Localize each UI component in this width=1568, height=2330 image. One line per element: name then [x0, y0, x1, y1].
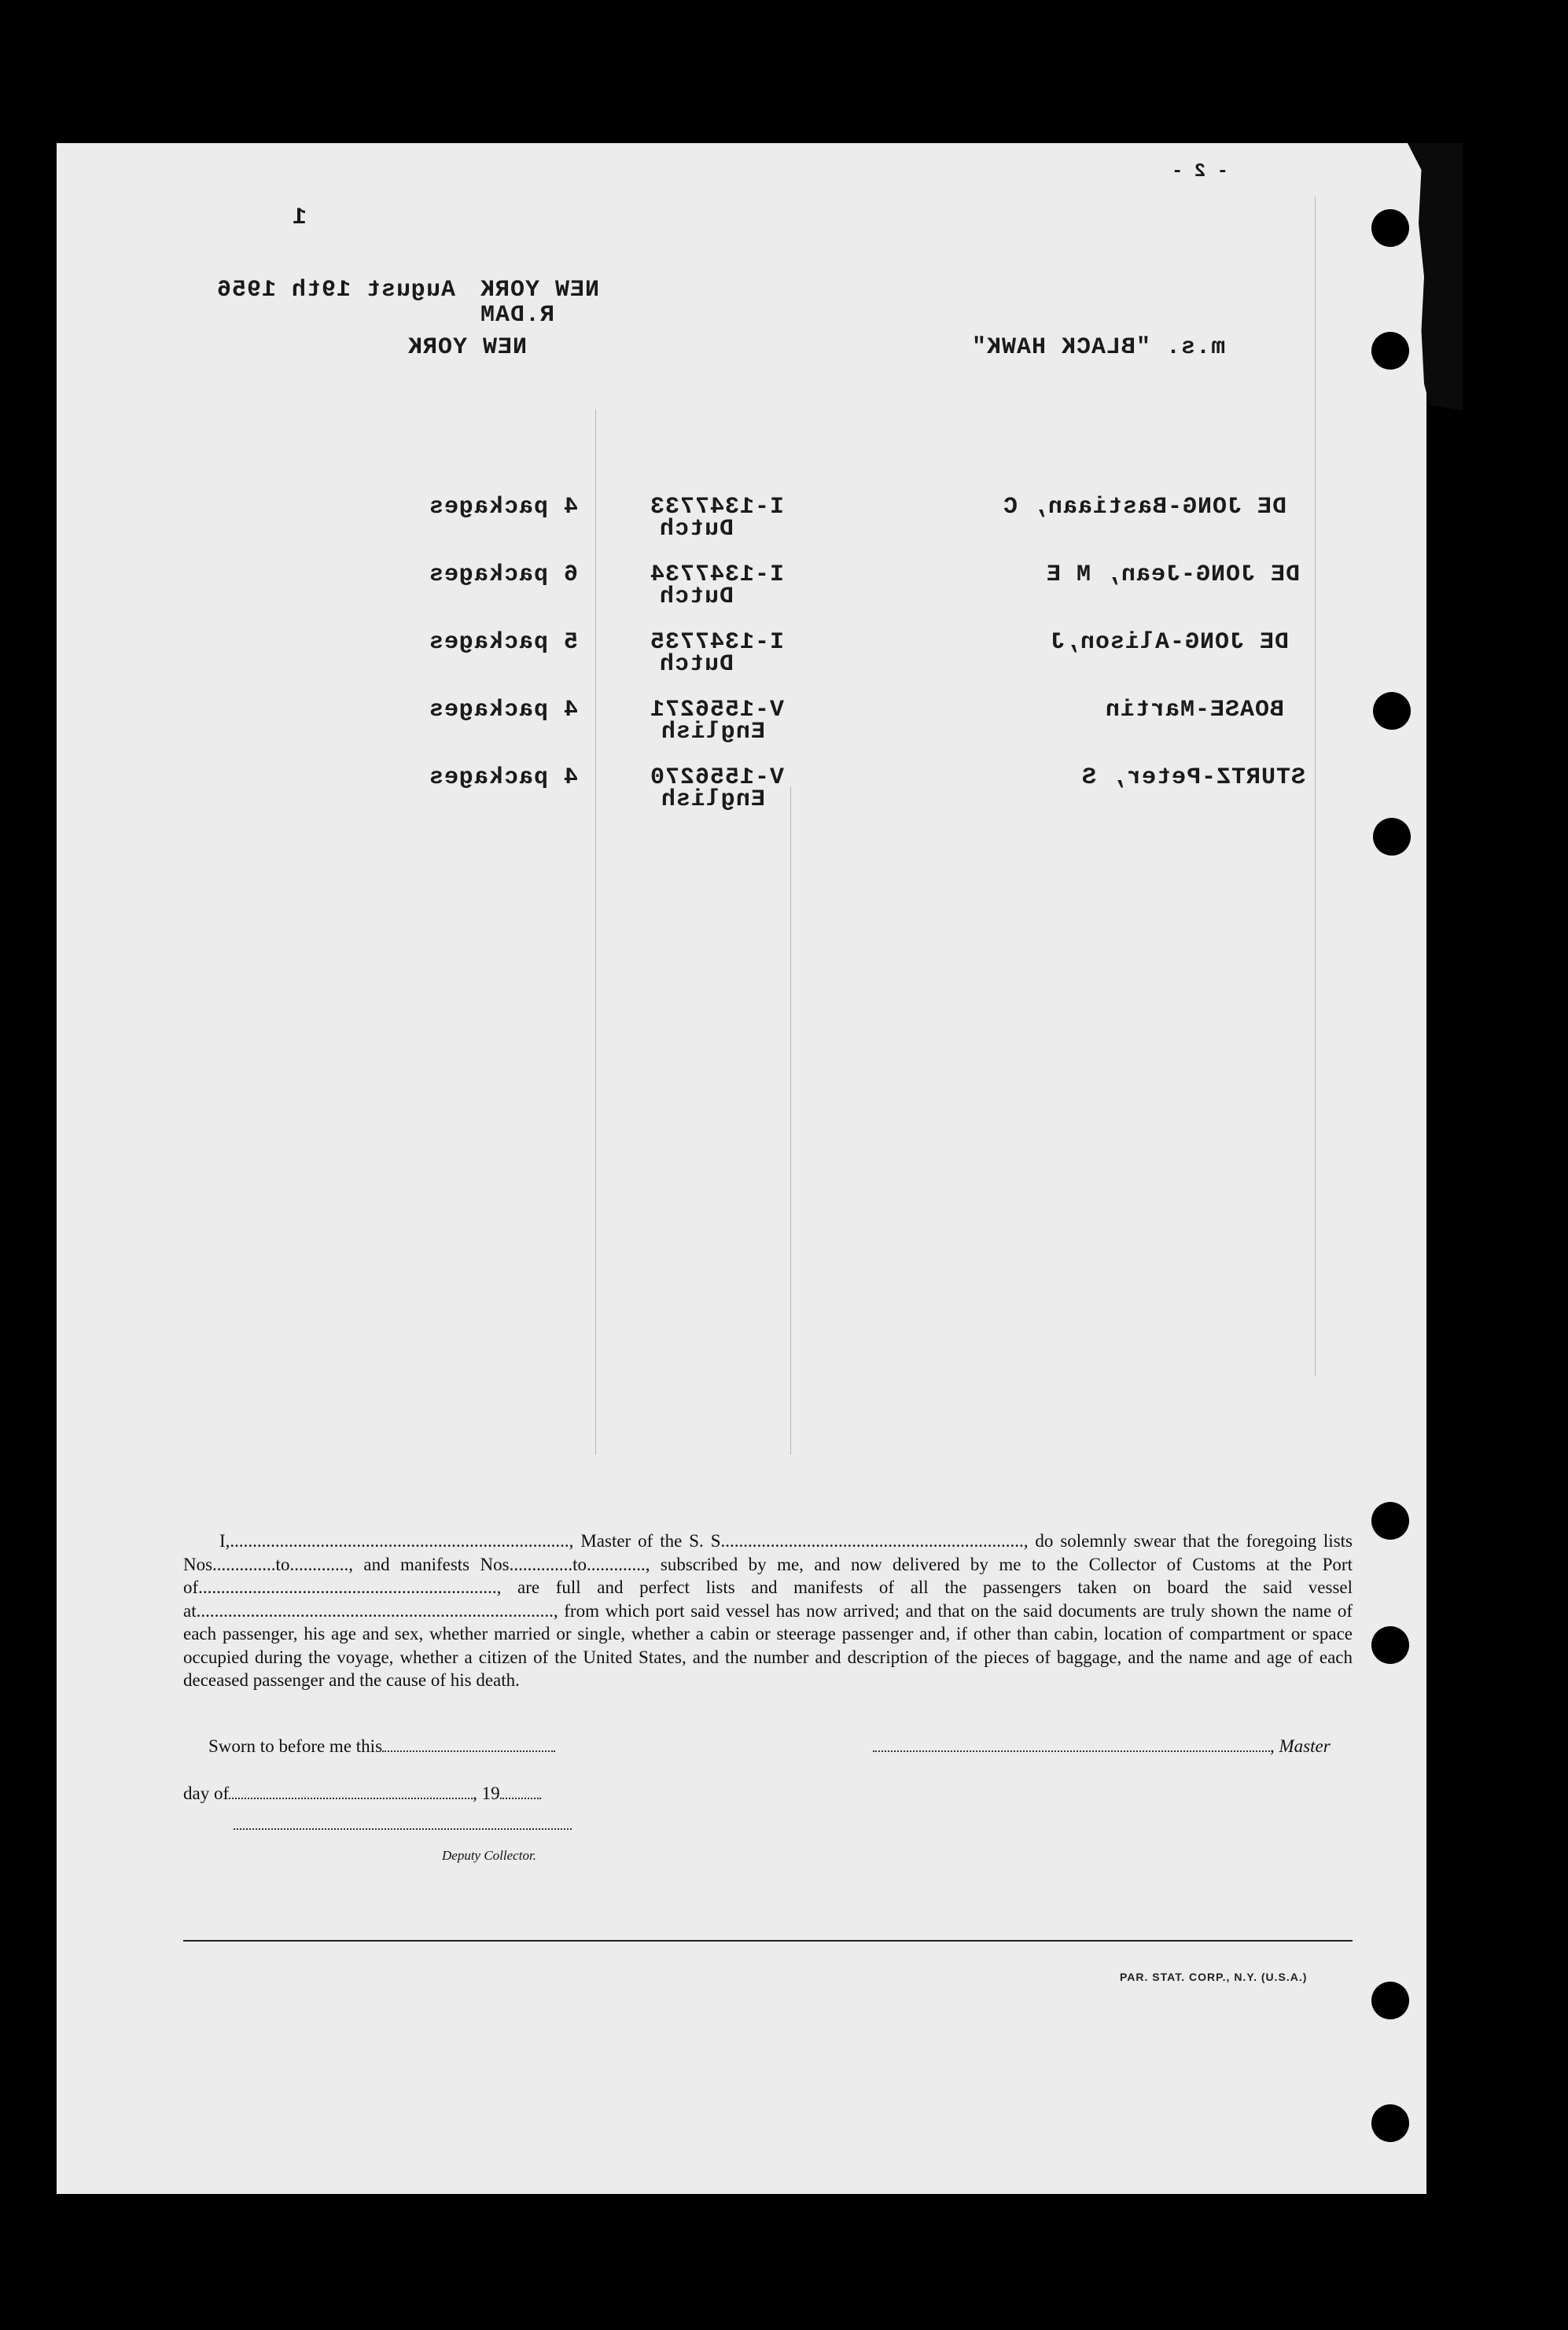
- master-label: , Master: [1270, 1736, 1331, 1756]
- oath-paragraph: [183, 1529, 1353, 1692]
- sworn-label: [208, 1736, 555, 1757]
- passenger-baggage: 4 packages: [429, 697, 579, 723]
- passenger-name: STURTZ-Peter, S: [1081, 764, 1306, 791]
- footer-rule: [183, 1940, 1353, 1942]
- passenger-nationality: English: [661, 719, 766, 745]
- passenger-name: DE JONG-Bastiaan, C: [1003, 494, 1287, 521]
- passenger-name: DE JONG-Alison,J: [1050, 629, 1290, 656]
- passenger-nationality: English: [661, 786, 766, 813]
- header-date: August 19th 1956: [216, 277, 456, 304]
- deputy-label: Deputy Collector.: [442, 1848, 536, 1863]
- day-blank[interactable]: [229, 1798, 473, 1799]
- binder-hole: [1373, 692, 1411, 730]
- passenger-name: DE JONG-Jean, M E: [1046, 561, 1301, 588]
- header-departure-port: R.DAM: [480, 302, 555, 329]
- passenger-name: BOASE-Martin: [1105, 697, 1285, 723]
- binder-hole: [1371, 2104, 1409, 2142]
- passenger-baggage: 5 packages: [429, 629, 579, 656]
- sworn-text: Sworn to before me this: [208, 1736, 383, 1756]
- page-number: 1: [293, 204, 307, 231]
- master-blank[interactable]: [873, 1750, 1270, 1752]
- passenger-document: I-1347735: [650, 629, 785, 656]
- passenger-document: V-1556270: [650, 764, 785, 791]
- passenger-nationality: Dutch: [659, 583, 734, 610]
- deputy-blank[interactable]: [234, 1828, 572, 1830]
- year-blank[interactable]: [500, 1798, 541, 1799]
- binder-hole: [1373, 818, 1411, 856]
- binder-hole: [1371, 332, 1409, 370]
- binder-hole: [1371, 209, 1409, 247]
- passenger-document: I-1347734: [650, 561, 785, 588]
- binder-hole: [1371, 1502, 1409, 1540]
- oath-text: I,..........................................................................., Master of the S. S..................................................................., do solemnly swear that the foregoing lists Nos..............to............., and manifests Nos..............to............., subscribed by me, and now delivered by me to the Collector of Customs at the Port of.................................................................., are full and perfect lists and manifests of all the passengers taken on board the said vessel at..............................................................................., from which port said vessel has now arrived; and that on the said documents are truly shown the name of each passenger, his age and sex, whether married or single, whether a cabin or steerage passenger and, if other than cabin, location of compartment or space occupied during the voyage, whether a citizen of the United States, and the number and description of the pieces of baggage, and the name and age of each deceased passenger and the cause of his death.: [183, 1531, 1353, 1690]
- printer-imprint: PAR. STAT. CORP., N.Y. (U.S.A.): [1120, 1971, 1308, 1983]
- passenger-baggage: 4 packages: [429, 494, 579, 521]
- passenger-document: V-1556271: [650, 697, 785, 723]
- passenger-baggage: 6 packages: [429, 561, 579, 588]
- manifest-sheet: [57, 143, 1426, 2194]
- passenger-nationality: Dutch: [659, 651, 734, 678]
- binder-hole: [1371, 1626, 1409, 1664]
- column-line: [790, 786, 791, 1455]
- day-of-line: [183, 1783, 541, 1804]
- passenger-nationality: Dutch: [659, 516, 734, 543]
- master-signature: [873, 1736, 1331, 1757]
- header-port: NEW YORK: [407, 334, 528, 361]
- year-prefix: , 19: [473, 1783, 500, 1803]
- column-line: [595, 409, 596, 1455]
- day-of-text: day of: [183, 1783, 230, 1803]
- passenger-document: I-1347733: [650, 494, 785, 521]
- header-port-crossed: NEW YORK: [480, 277, 600, 304]
- passenger-baggage: 4 packages: [429, 764, 579, 791]
- margin-line: [1315, 197, 1316, 1376]
- corner-mark: - 2 -: [1172, 161, 1229, 182]
- header-vessel: m.s. "BLACK HAWK": [971, 334, 1226, 361]
- sworn-blank[interactable]: [382, 1750, 555, 1752]
- deputy-line: [234, 1828, 572, 1830]
- binder-hole: [1371, 1982, 1409, 2019]
